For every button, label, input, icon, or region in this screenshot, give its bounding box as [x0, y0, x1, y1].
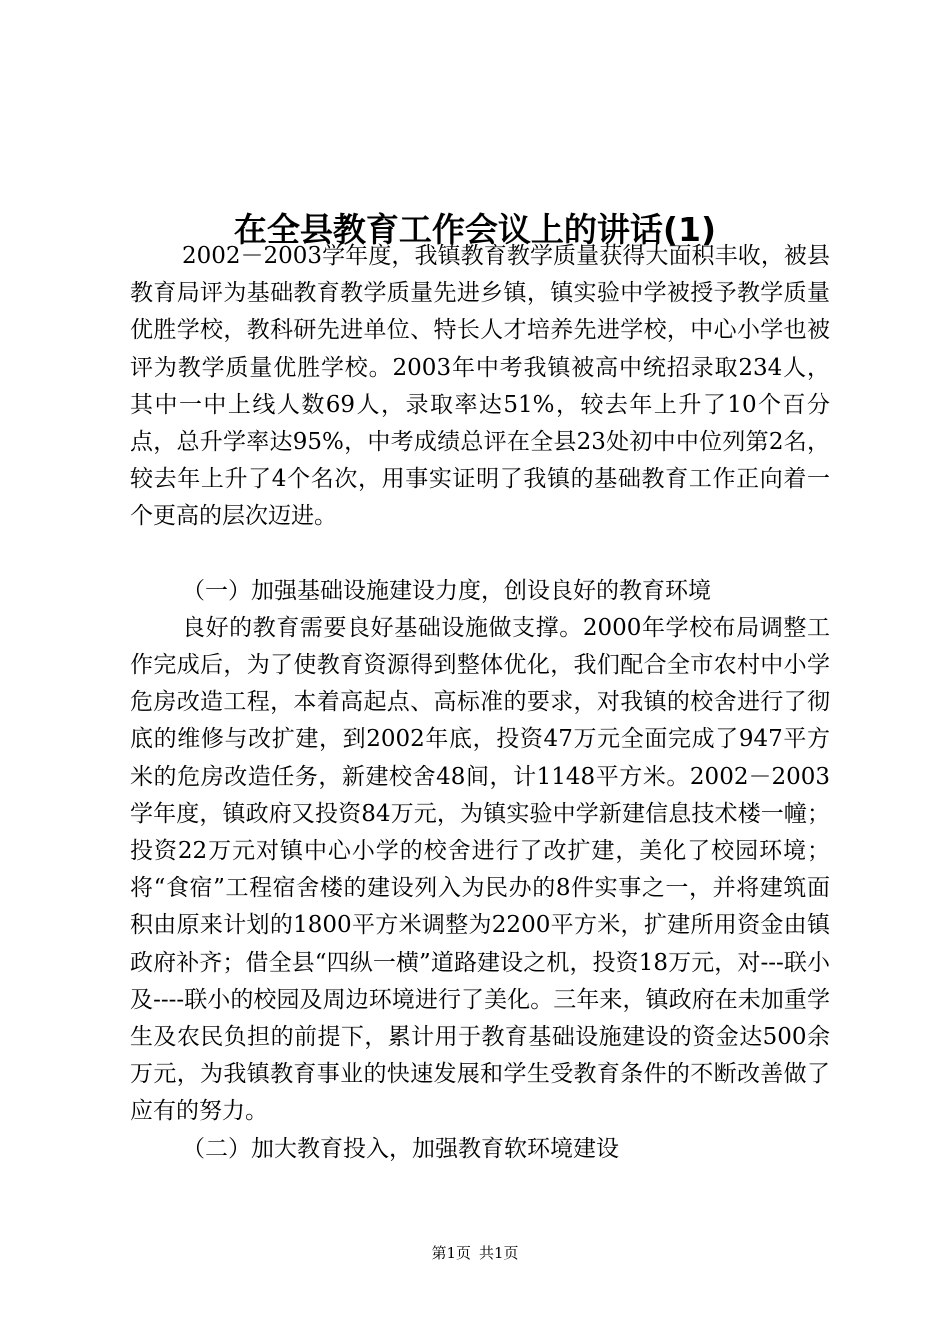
paragraph-infrastructure: 良好的教育需要良好基础设施做支撑。2000年学校布局调整工作完成后，为了使教育资源得到整体优化，我们配合全市农村中小学危房改造工程，本着高起点、高标准的要求，对我镇的校舍进行了彻底的维修与改扩建，到2002年底，投资47万元全面完成了947平方米的危房改造任务，新建校舍48间，计1148平方米。2002－2003学年度，镇政府又投资84万元，为镇实验中学新建信息技术楼一幢；投资22万元对镇中心小学的校舍进行了改扩建，美化了校园环境；将“食宿”工程宿舍楼的建设列入为民办的8件实事之一，并将建筑面积由原来计划的1800平方米调整为2200平方米，扩建所用资金由镇政府补齐；借全县“四纵一横”道路建设之机，投资18万元，对---联小及----联小的校园及周边环境进行了美化。三年来，镇政府在未加重学生及农民负担的前提下，累计用于教育基础设施建设的资金达500余万元，为我镇教育事业的快速发展和学生受教育条件的不断改善做了应有的努力。	[130, 614, 830, 1125]
paragraph-achievements: 2002－2003学年度，我镇教育教学质量获得大面积丰收，被县教育局评为基础教育教学质量先进乡镇，镇实验中学被授予教学质量优胜学校，教科研先进单位、特长人才培养先进学校，中心小学也被评为教学质量优胜学校。2003年中考我镇被高中统招录取234人，其中一中上线人数69人，录取率达51%，较去年上升了10个百分点，总升学率达95%，中考成绩总评在全县23处初中中位列第2名，较去年上升了4个名次，用事实证明了我镇的基础教育工作正向着一个更高的层次迈进。	[130, 243, 830, 530]
document-body	[130, 238, 830, 1168]
section-heading-infrastructure: （一）加强基础设施建设力度，创设良好的教育环境	[182, 577, 711, 604]
page-number-current: 第1页	[431, 1244, 471, 1262]
document-title: 在全县教育工作会议上的讲话(1)	[233, 210, 717, 250]
section-heading-investment: （二）加大教育投入，加强教育软环境建设	[182, 1135, 619, 1162]
page-number-total: 共1页	[479, 1244, 519, 1262]
page-footer	[0, 1243, 950, 1263]
paragraph-spacer	[130, 536, 830, 573]
